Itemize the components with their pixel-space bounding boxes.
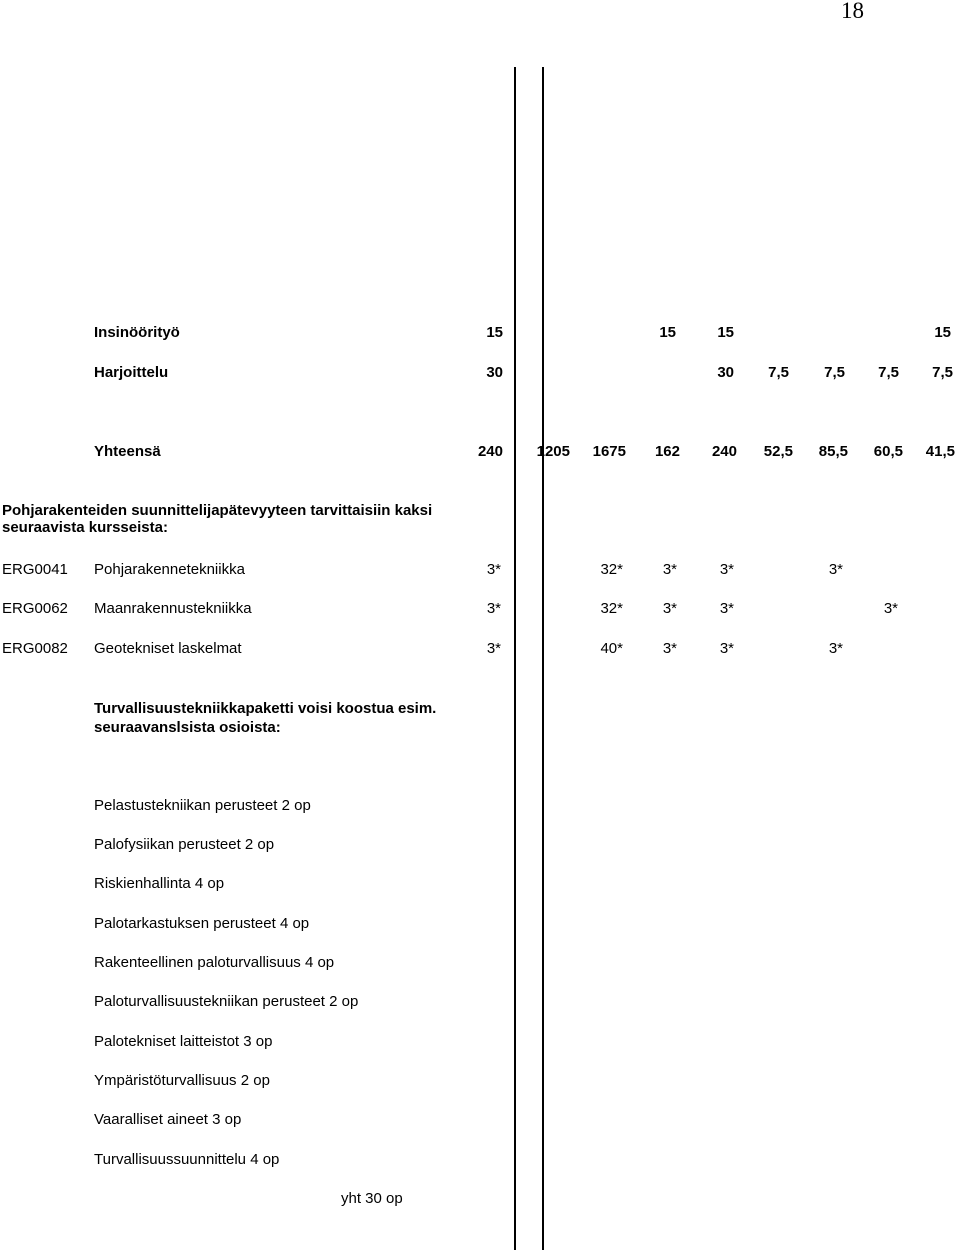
total-text: yht 30 op (341, 1190, 403, 1207)
cell: 3* (828, 640, 843, 657)
column-rule-2 (542, 67, 544, 1250)
cell: 15 (659, 324, 676, 341)
cell: 7,5 (768, 364, 789, 381)
cell: 60,5 (873, 443, 903, 460)
cell: 3* (486, 600, 501, 617)
cell: 7,5 (932, 364, 953, 381)
cell: 15 (717, 324, 734, 341)
list-item: Palotarkastuksen perusteet 4 op (94, 915, 310, 932)
list-item: Palotekniset laitteistot 3 op (94, 1033, 273, 1050)
cell: 30 (486, 364, 503, 381)
cell: 30 (717, 364, 734, 381)
list-item: Rakenteellinen paloturvallisuus 4 op (94, 954, 335, 971)
course-name: Geotekniset laskelmat (94, 640, 242, 657)
list-item: Vaaralliset aineet 3 op (94, 1111, 242, 1128)
page-number: 18 (841, 0, 864, 23)
cell: 32* (600, 600, 623, 617)
cell: 3* (662, 640, 677, 657)
row-label-insinoorityo: Insinöörityö (94, 324, 180, 341)
cell: 40* (600, 640, 623, 657)
course-name: Pohjarakennetekniikka (94, 561, 245, 578)
row-label-yhteensa: Yhteensä (94, 443, 161, 460)
cell: 15 (486, 324, 503, 341)
row-label-harjoittelu: Harjoittelu (94, 364, 169, 381)
cell: 3* (486, 561, 501, 578)
cell: 3* (486, 640, 501, 657)
cell: 1675 (592, 443, 626, 460)
cell: 3* (719, 600, 734, 617)
turva-heading-line1: Turvallisuustekniikkapaketti voisi koostua esim. (94, 700, 437, 717)
turva-heading-line2: seuraavanslsista osioista: (94, 719, 281, 736)
cell: 7,5 (824, 364, 845, 381)
cell: 7,5 (878, 364, 899, 381)
course-name: Maanrakennustekniikka (94, 600, 252, 617)
cell: 41,5 (925, 443, 955, 460)
pohja-heading-line1: Pohjarakenteiden suunnittelijapätevyyteen tarvittaisiin kaksi (2, 502, 433, 519)
list-item: Pelastustekniikan perusteet 2 op (94, 797, 311, 814)
cell: 3* (662, 600, 677, 617)
cell: 240 (477, 443, 503, 460)
column-rule-1 (514, 67, 516, 1250)
cell: 32* (600, 561, 623, 578)
cell: 15 (934, 324, 951, 341)
cell: 3* (883, 600, 898, 617)
cell: 1205 (536, 443, 570, 460)
cell: 162 (654, 443, 680, 460)
list-item: Turvallisuussuunnittelu 4 op (94, 1151, 280, 1168)
list-item: Ympäristöturvallisuus 2 op (94, 1072, 270, 1089)
cell: 85,5 (818, 443, 848, 460)
course-code: ERG0041 (2, 561, 68, 578)
cell: 3* (828, 561, 843, 578)
course-code: ERG0062 (2, 600, 68, 617)
list-item: Riskienhallinta 4 op (94, 875, 225, 892)
pohja-heading-line2: seuraavista kursseista: (2, 519, 168, 536)
cell: 240 (711, 443, 737, 460)
cell: 3* (719, 640, 734, 657)
cell: 52,5 (763, 443, 793, 460)
course-code: ERG0082 (2, 640, 68, 657)
cell: 3* (719, 561, 734, 578)
list-item: Palofysiikan perusteet 2 op (94, 836, 275, 853)
cell: 3* (662, 561, 677, 578)
list-item: Paloturvallisuustekniikan perusteet 2 op (94, 993, 359, 1010)
